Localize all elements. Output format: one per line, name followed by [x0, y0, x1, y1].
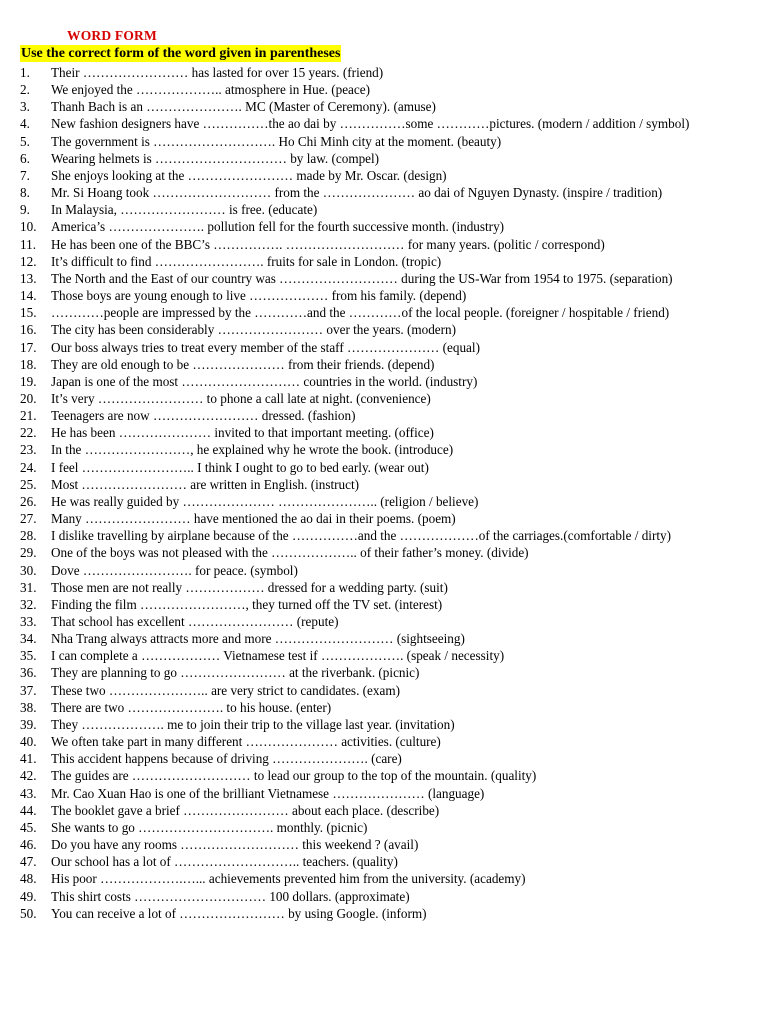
instruction-text: Use the correct form of the word given in parentheses [21, 46, 341, 61]
item-number: 42. [20, 768, 37, 784]
item-number: 40. [20, 734, 37, 750]
item-sentence: I can complete a ……………… Vietnamese test if ………………. (speak / necessity) [51, 648, 505, 664]
exercise-item [0, 81, 768, 98]
item-number: 28. [20, 528, 37, 544]
item-sentence: One of the boys was not pleased with the ……………….. of their father’s money. (divide) [51, 545, 529, 561]
item-number: 6. [20, 150, 30, 166]
item-number: 19. [20, 373, 37, 389]
exercise-item [0, 218, 768, 235]
item-number: 23. [20, 442, 37, 458]
item-number: 17. [20, 339, 37, 355]
exercise-item [0, 253, 768, 270]
exercise-item [0, 596, 768, 613]
item-sentence: Mr. Si Hoang took ……………………… from the ………………… ao dai of Nguyen Dynasty. (inspire / tradition) [51, 185, 663, 201]
exercise-item [0, 750, 768, 767]
item-sentence: I dislike travelling by airplane because of the ……………and the ………………of the carriages.(comfortable / dirty) [51, 528, 671, 544]
exercise-item [0, 167, 768, 184]
item-sentence: Japan is one of the most ……………………… countries in the world. (industry) [51, 373, 478, 389]
item-number: 12. [20, 253, 37, 269]
exercise-item [0, 664, 768, 681]
item-sentence: Mr. Cao Xuan Hao is one of the brilliant Vietnamese ………………… (language) [51, 785, 485, 801]
exercise-item [0, 321, 768, 338]
exercise-item [0, 236, 768, 253]
exercise-item [0, 510, 768, 527]
exercise-item [0, 767, 768, 784]
exercise-item [0, 390, 768, 407]
item-number: 32. [20, 596, 37, 612]
item-sentence: I feel …………………….. I think I ought to go to bed early. (wear out) [51, 459, 429, 475]
item-sentence: She enjoys looking at the …………………… made by Mr. Oscar. (design) [51, 167, 447, 183]
item-number: 38. [20, 699, 37, 715]
item-sentence: You can receive a lot of …………………… by using Google. (inform) [51, 905, 427, 921]
exercise-item [0, 905, 768, 922]
item-number: 34. [20, 631, 37, 647]
exercise-item [0, 441, 768, 458]
item-sentence: Wearing helmets is ………………………… by law. (compel) [51, 150, 380, 166]
item-sentence: The guides are ……………………… to lead our group to the top of the mountain. (quality) [51, 768, 537, 784]
item-number: 18. [20, 356, 37, 372]
item-sentence: Our school has a lot of ……………………….. teachers. (quality) [51, 854, 398, 870]
item-number: 39. [20, 716, 37, 732]
exercise-item [0, 562, 768, 579]
exercise-item [0, 476, 768, 493]
exercise-item [0, 699, 768, 716]
item-number: 37. [20, 682, 37, 698]
item-number: 44. [20, 802, 37, 818]
item-sentence: That school has excellent …………………… (repute) [51, 614, 339, 629]
item-number: 43. [20, 785, 37, 801]
item-sentence: They ………………. me to join their trip to the village last year. (invitation) [51, 716, 455, 732]
item-number: 9. [20, 202, 30, 218]
exercise-item [0, 339, 768, 356]
item-sentence: They are planning to go …………………… at the riverbank. (picnic) [51, 665, 420, 681]
exercise-item [0, 613, 768, 630]
item-number: 49. [20, 888, 37, 904]
exercise-item [0, 819, 768, 836]
exercise-item [0, 270, 768, 287]
item-number: 15. [20, 305, 37, 321]
item-sentence: Those men are not really ……………… dressed for a wedding party. (suit) [51, 579, 448, 595]
item-sentence: Teenagers are now …………………… dressed. (fashion) [51, 408, 356, 424]
item-sentence: The booklet gave a brief …………………… about each place. (describe) [51, 802, 440, 818]
item-number: 8. [20, 185, 30, 201]
item-sentence: His poor ……………….…... achievements prevented him from the university. (academy) [51, 871, 526, 887]
item-number: 25. [20, 476, 37, 492]
item-number: 27. [20, 511, 37, 527]
exercise-item [0, 870, 768, 887]
exercise-item [0, 373, 768, 390]
item-sentence: They are old enough to be ………………… from their friends. (depend) [51, 356, 435, 372]
item-sentence: Those boys are young enough to live ……………… from his family. (depend) [51, 288, 467, 304]
item-sentence: This shirt costs ………………………… 100 dollars. (approximate) [51, 888, 410, 904]
item-number: 33. [20, 614, 37, 629]
exercise-item [0, 407, 768, 424]
item-sentence: Finding the film ……………………, they turned off the TV set. (interest) [51, 596, 443, 612]
worksheet-title: WORD FORM [67, 28, 157, 43]
exercise-item [0, 733, 768, 750]
item-sentence: Many …………………… have mentioned the ao dai in their poems. (poem) [51, 511, 456, 527]
exercise-item [0, 150, 768, 167]
item-number: 29. [20, 545, 37, 561]
exercise-list [0, 64, 768, 922]
exercise-item [0, 304, 768, 321]
item-sentence: New fashion designers have ……………the ao dai by ……………some …………pictures. (modern / addition / symbol) [51, 116, 690, 132]
item-sentence: He was really guided by ………………… ………………….. (religion / believe) [51, 493, 479, 509]
item-sentence: We enjoyed the ……………….. atmosphere in Hue. (peace) [51, 82, 370, 98]
item-number: 30. [20, 562, 37, 578]
item-sentence: Thanh Bach is an …………………. MC (Master of Ceremony). (amuse) [51, 99, 436, 115]
item-sentence: He has been one of the BBC’s ……………. ……………………… for many years. (politic / correspond) [51, 236, 605, 252]
item-sentence: Nha Trang always attracts more and more ……………………… (sightseeing) [51, 631, 465, 647]
item-sentence: The North and the East of our country was ……………………… during the US-War from 1954 to 1975. (separation) [51, 270, 673, 286]
exercise-item [0, 853, 768, 870]
item-sentence: She wants to go …………………………. monthly. (picnic) [51, 819, 368, 835]
item-sentence: In Malaysia, …………………… is free. (educate) [51, 202, 318, 218]
item-sentence: Most …………………… are written in English. (instruct) [51, 476, 360, 492]
item-number: 4. [20, 116, 30, 132]
item-number: 41. [20, 751, 37, 767]
item-number: 22. [20, 425, 37, 441]
exercise-item [0, 356, 768, 373]
item-number: 1. [20, 65, 30, 80]
item-sentence: …………people are impressed by the …………and the …………of the local people. (foreigner / hospitable / friend) [51, 305, 670, 321]
item-number: 47. [20, 854, 37, 870]
item-number: 45. [20, 819, 37, 835]
item-sentence: These two ………………….. are very strict to candidates. (exam) [51, 682, 400, 698]
exercise-item [0, 133, 768, 150]
item-sentence: It’s very …………………… to phone a call late at night. (convenience) [51, 390, 431, 406]
exercise-item [0, 527, 768, 544]
exercise-item [0, 184, 768, 201]
item-number: 24. [20, 459, 37, 475]
item-number: 26. [20, 493, 37, 509]
item-number: 50. [20, 905, 37, 921]
item-number: 3. [20, 99, 30, 115]
item-sentence: This accident happens because of driving …………………. (care) [51, 751, 402, 767]
item-number: 48. [20, 871, 37, 887]
item-sentence: We often take part in many different ………………… activities. (culture) [51, 734, 441, 750]
exercise-item [0, 716, 768, 733]
exercise-item [0, 836, 768, 853]
exercise-item [0, 682, 768, 699]
item-sentence: Their …………………… has lasted for over 15 years. (friend) [51, 65, 384, 80]
exercise-item [0, 115, 700, 132]
exercise-item [0, 287, 768, 304]
item-number: 21. [20, 408, 37, 424]
exercise-item [0, 579, 768, 596]
exercise-item [0, 888, 768, 905]
item-sentence: He has been ………………… invited to that important meeting. (office) [51, 425, 434, 441]
exercise-item [0, 459, 768, 476]
item-sentence: In the ……………………, he explained why he wrote the book. (introduce) [51, 442, 454, 458]
item-sentence: There are two …………………. to his house. (enter) [51, 699, 332, 715]
item-number: 31. [20, 579, 37, 595]
item-number: 11. [20, 236, 36, 252]
item-sentence: The government is ………………………. Ho Chi Minh city at the moment. (beauty) [51, 133, 502, 149]
item-number: 20. [20, 390, 37, 406]
exercise-item [0, 544, 768, 561]
exercise-item [0, 785, 768, 802]
item-number: 2. [20, 82, 30, 98]
item-number: 13. [20, 270, 37, 286]
exercise-item [0, 802, 768, 819]
item-sentence: The city has been considerably …………………… over the years. (modern) [51, 322, 457, 338]
item-sentence: Our boss always tries to treat every member of the staff ………………… (equal) [51, 339, 480, 355]
exercise-item [0, 493, 768, 510]
item-sentence: Dove ……………………. for peace. (symbol) [51, 562, 298, 578]
item-sentence: America’s …………………. pollution fell for the fourth successive month. (industry) [51, 219, 505, 235]
exercise-item [0, 630, 768, 647]
item-number: 7. [20, 167, 30, 183]
item-sentence: It’s difficult to find ……………………. fruits for sale in London. (tropic) [51, 253, 442, 269]
item-number: 36. [20, 665, 37, 681]
item-number: 10. [20, 219, 37, 235]
exercise-item [0, 201, 768, 218]
item-number: 35. [20, 648, 37, 664]
item-number: 16. [20, 322, 37, 338]
item-number: 5. [20, 133, 30, 149]
item-number: 46. [20, 837, 37, 853]
item-sentence: Do you have any rooms ……………………… this weekend ? (avail) [51, 837, 419, 853]
exercise-item [0, 98, 768, 115]
exercise-item [0, 424, 768, 441]
item-number: 14. [20, 288, 37, 304]
exercise-item [0, 647, 768, 664]
exercise-item [0, 64, 768, 81]
